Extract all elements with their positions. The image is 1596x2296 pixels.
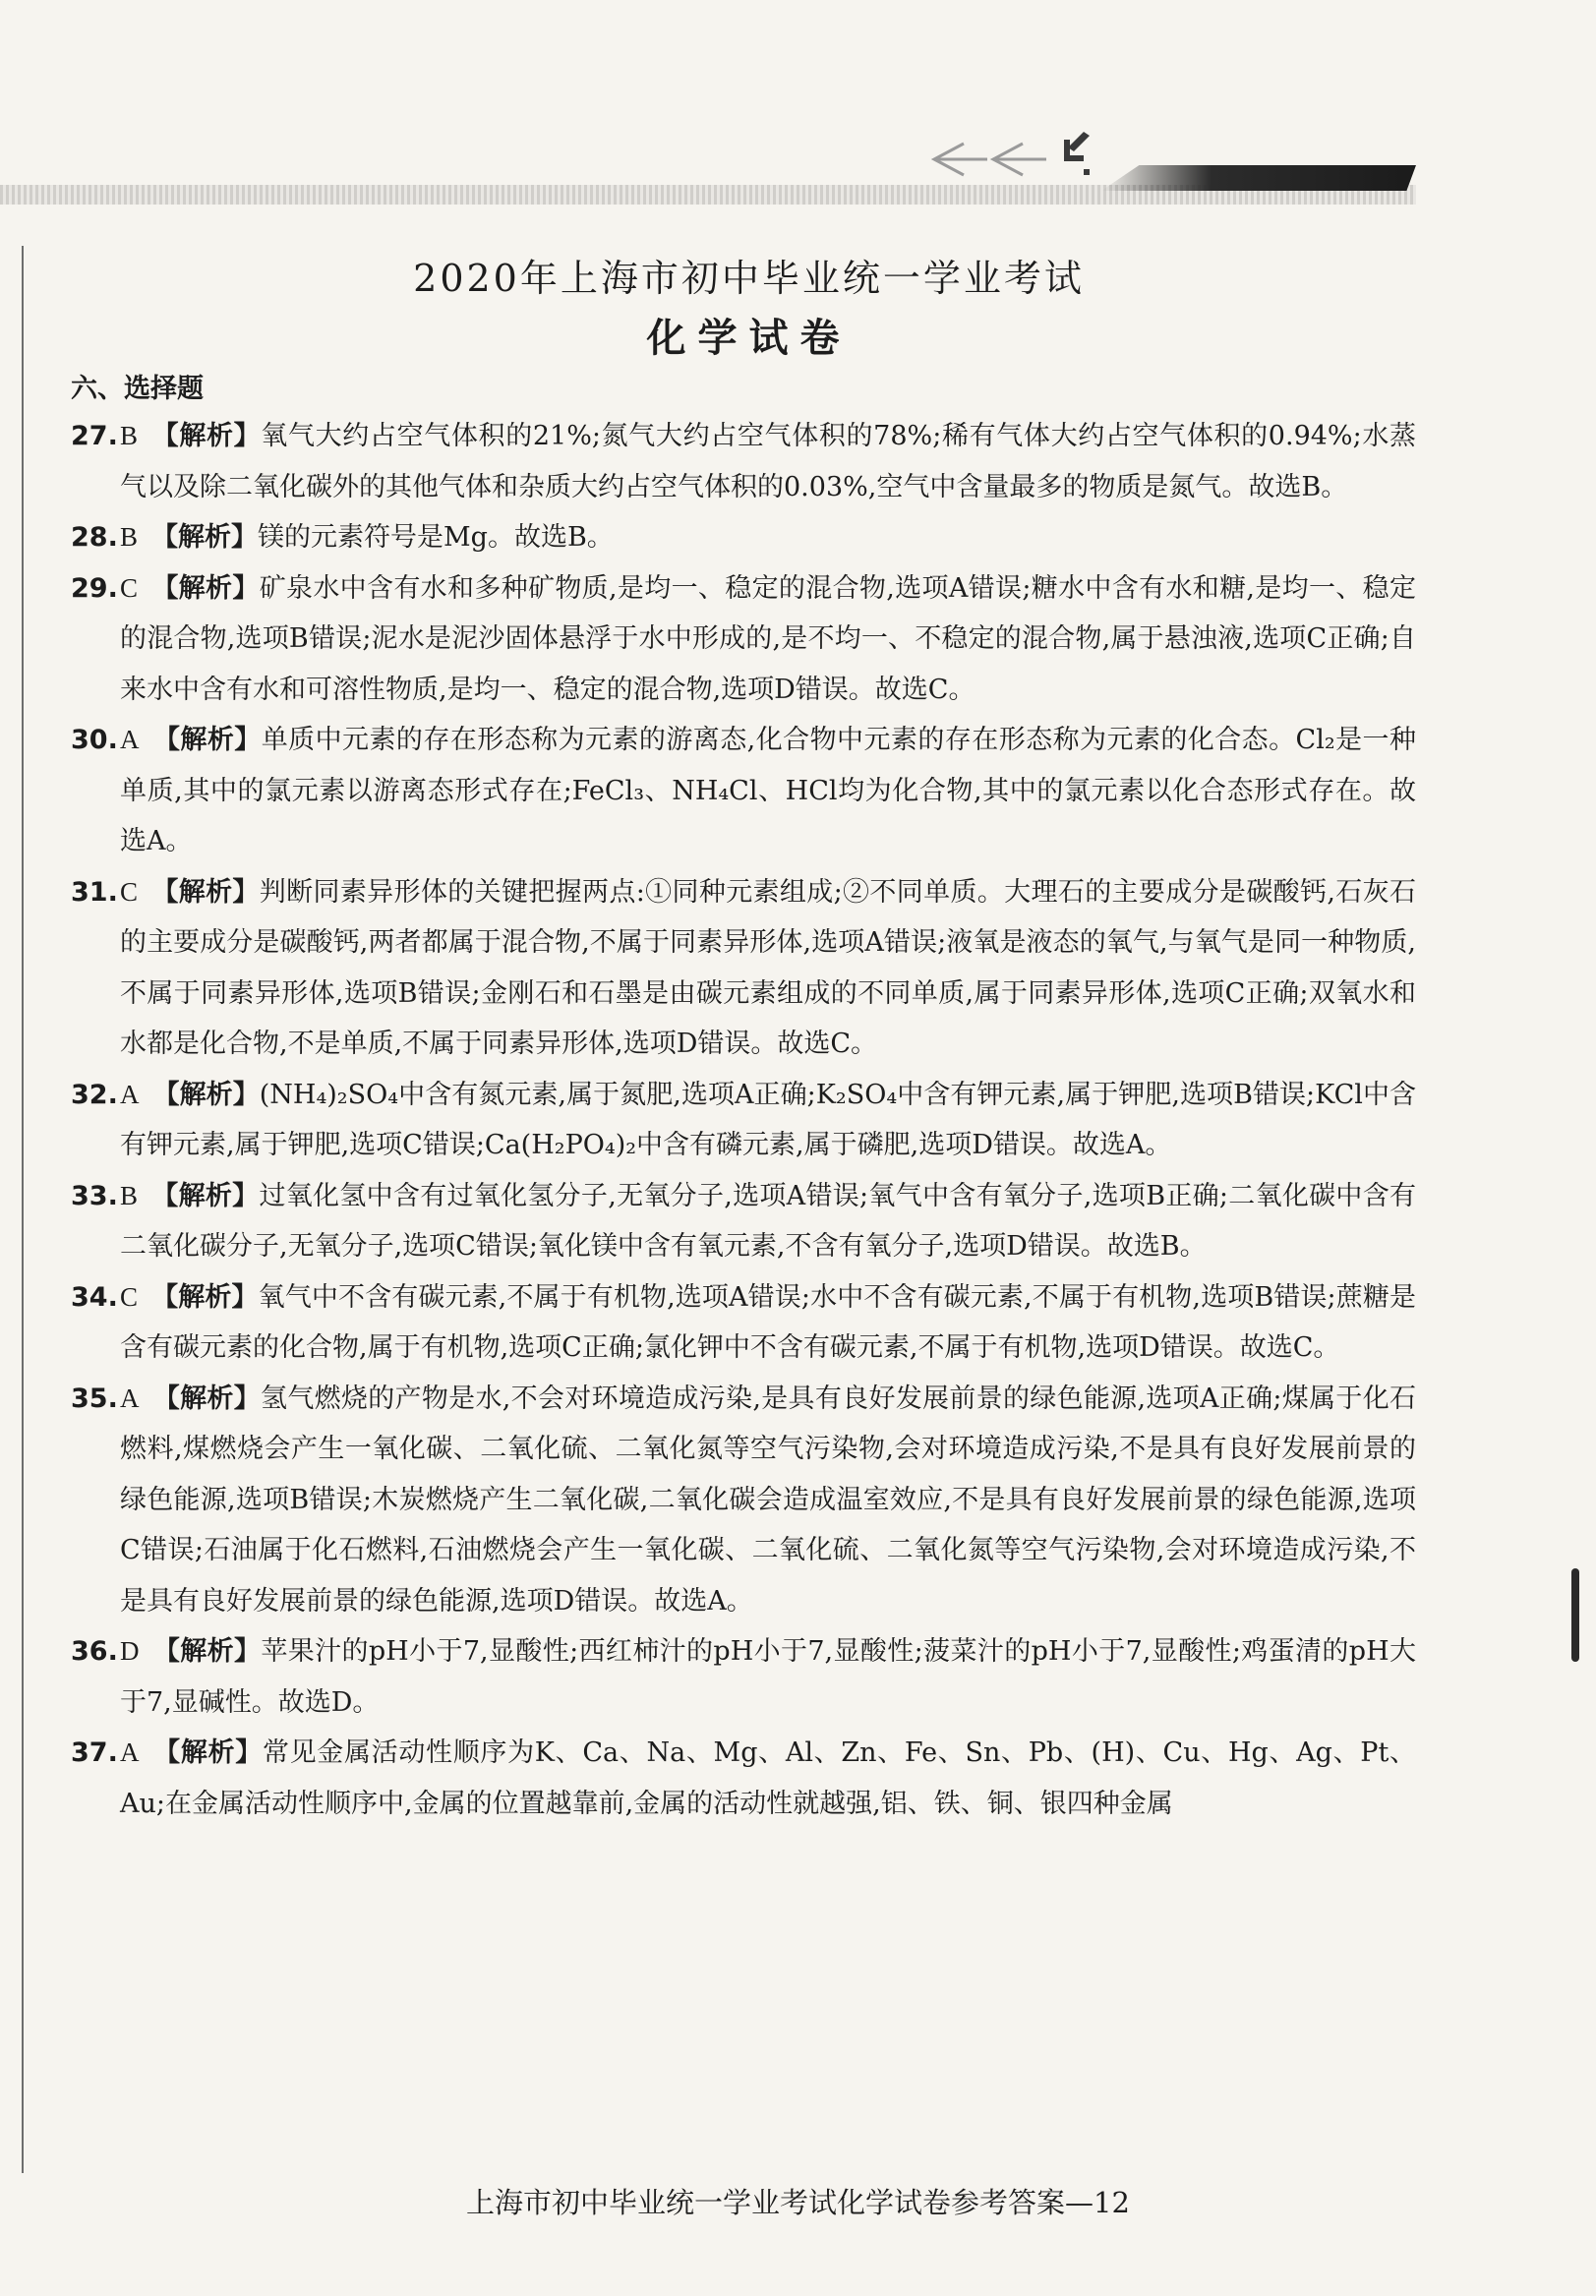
question-answer-item: [71, 1374, 1416, 1627]
analysis-tag: 【解析】: [152, 1737, 263, 1768]
question-answer-letter: B: [120, 522, 139, 552]
analysis-text: 单质中元素的存在形态称为元素的游离态,化合物中元素的存在形态称为元素的化合态。Cl₂是一种单质,其中的氯元素以游离态形式存在;FeCl₃、NH₄Cl、HCl均为化合物,其中的氯元素以化合态形式存在。故选A。: [120, 725, 1417, 856]
analysis-text: 矿泉水中含有水和多种矿物质,是均一、稳定的混合物,选项A错误;糖水中含有水和糖,是均一、稳定的混合物,选项B错误;泥水是泥沙固体悬浮于水中形成的,是不均一、不稳定的混合物,属于悬浊液,选项C正确;自来水中含有水和可溶性物质,是均一、稳定的混合物,选项D错误。故选C。: [120, 572, 1417, 705]
question-answer-letter: B: [120, 1180, 139, 1210]
analysis-tag: 【解析】: [152, 1079, 260, 1110]
analysis-tag: 【解析】: [152, 1383, 262, 1414]
question-number: 29.: [71, 572, 118, 604]
analysis-tag: 【解析】: [151, 876, 260, 908]
question-answer-item: [71, 715, 1416, 867]
section-heading: 六、选择题: [71, 374, 204, 404]
analysis-text: 镁的元素符号是Mg。故选B。: [258, 522, 614, 553]
analysis-tag: 【解析】: [151, 522, 259, 553]
page-footer: 上海市初中毕业统一学业考试化学试卷参考答案—12: [466, 2186, 1130, 2219]
question-number: 32.: [71, 1079, 118, 1110]
analysis-text: 氧气中不含有碳元素,不属于有机物,选项A错误;水中不含有碳元素,不属于有机物,选项B错误;蔗糖是含有碳元素的化合物,属于有机物,选项C正确;氯化钾中不含有碳元素,不属于有机物,选项D错误。故选C。: [120, 1281, 1416, 1363]
question-answer-letter: A: [120, 1737, 140, 1767]
header-arrows-icon: [926, 126, 1123, 185]
question-answer-letter: A: [120, 725, 140, 754]
question-answer-item: [71, 1272, 1416, 1374]
question-answer-letter: A: [120, 1079, 140, 1109]
question-answer-letter: D: [120, 1636, 140, 1666]
analysis-text: 氢气燃烧的产物是水,不会对环境造成污染,是具有良好发展前景的绿色能源,选项A正确;煤属于化石燃料,煤燃烧会产生一氧化碳、二氧化硫、二氧化氮等空气污染物,会对环境造成污染,不是具有良好发展前景的绿色能源,选项B错误;木炭燃烧产生二氧化碳,二氧化碳会造成温室效应,不是具有良好发展前景的绿色能源,选项C错误;石油属于化石燃料,石油燃烧会产生一氧化碳、二氧化硫、二氧化氮等空气污染物,会对环境造成污染,不是具有良好发展前景的绿色能源,选项D错误。故选A。: [120, 1383, 1416, 1617]
question-number: 33.: [71, 1180, 118, 1211]
page-title: 2020年上海市初中毕业统一学业考试: [413, 257, 1085, 300]
analysis-text: 苹果汁的pH小于7,显酸性;西红柿汁的pH小于7,显酸性;菠菜汁的pH小于7,显酸性;鸡蛋清的pH大于7,显碱性。故选D。: [120, 1636, 1417, 1718]
analysis-text: 过氧化氢中含有过氧化氢分子,无氧分子,选项A错误;氧气中含有氧分子,选项B正确;二氧化碳中含有二氧化碳分子,无氧分子,选项C错误;氧化镁中含有氧元素,不含有氧分子,选项D错误。故选B。: [120, 1180, 1417, 1262]
question-answer-letter: C: [120, 572, 139, 603]
question-answer-item: [71, 1728, 1416, 1829]
question-number: 28.: [71, 522, 118, 553]
analysis-text: 氧气大约占空气体积的21%;氮气大约占空气体积的78%;稀有气体大约占空气体积的0.94%;水蒸气以及除二氧化碳外的其他气体和杂质大约占空气体积的0.03%,空气中含量最多的物质是氮气。故选B。: [120, 421, 1416, 502]
analysis-tag: 【解析】: [151, 572, 260, 604]
question-answer-item: [71, 1171, 1416, 1272]
analysis-tag: 【解析】: [151, 1180, 260, 1211]
analysis-tag: 【解析】: [151, 421, 262, 451]
question-number: 34.: [71, 1281, 118, 1313]
analysis-tag: 【解析】: [151, 1281, 259, 1313]
analysis-tag: 【解析】: [152, 725, 262, 755]
page-subtitle: 化学试卷: [646, 316, 852, 361]
question-answer-item: [71, 1626, 1416, 1728]
analysis-text: 判断同素异形体的关键把握两点:①同种元素组成;②不同单质。大理石的主要成分是碳酸钙,石灰石的主要成分是碳酸钙,两者都属于混合物,不属于同素异形体,选项A错误;液氧是液态的氧气,与氧气是同一种物质,不属于同素异形体,选项B错误;金刚石和石墨是由碳元素组成的不同单质,属于同素异形体,选项C正确;双氧水和水都是化合物,不是单质,不属于同素异形体,选项D错误。故选C。: [120, 876, 1417, 1059]
answer-content: [71, 368, 1416, 1829]
question-answer-item: [71, 563, 1416, 716]
question-number: 36.: [71, 1636, 118, 1667]
left-margin-rule: [22, 246, 24, 2173]
question-list: [71, 411, 1416, 1829]
question-answer-letter: A: [120, 1383, 140, 1413]
header-decorative-blade: [1101, 165, 1416, 191]
analysis-text: (NH₄)₂SO₄中含有氮元素,属于氮肥,选项A正确;K₂SO₄中含有钾元素,属于钾肥,选项B错误;KCl中含有钾元素,属于钾肥,选项C错误;Ca(H₂PO₄)₂中含有磷元素,属于磷肥,选项D错误。故选A。: [120, 1079, 1416, 1160]
question-answer-item: [71, 867, 1416, 1070]
question-answer-item: [71, 1070, 1416, 1171]
question-answer-item: [71, 512, 1416, 563]
scan-edge-mark: [1571, 1568, 1579, 1662]
analysis-tag: 【解析】: [152, 1636, 262, 1667]
question-number: 35.: [71, 1383, 118, 1414]
question-answer-item: [71, 411, 1416, 512]
question-number: 30.: [71, 725, 118, 755]
analysis-text: 常见金属活动性顺序为K、Ca、Na、Mg、Al、Zn、Fe、Sn、Pb、(H)、Cu、Hg、Ag、Pt、Au;在金属活动性顺序中,金属的位置越靠前,金属的活动性就越强,铝、铁、铜、银四种金属: [120, 1737, 1417, 1819]
question-answer-letter: C: [120, 876, 139, 907]
question-number: 27.: [71, 421, 118, 451]
question-answer-letter: B: [120, 421, 139, 450]
question-number: 31.: [71, 876, 118, 908]
question-number: 37.: [71, 1737, 118, 1768]
question-answer-letter: C: [120, 1281, 139, 1312]
